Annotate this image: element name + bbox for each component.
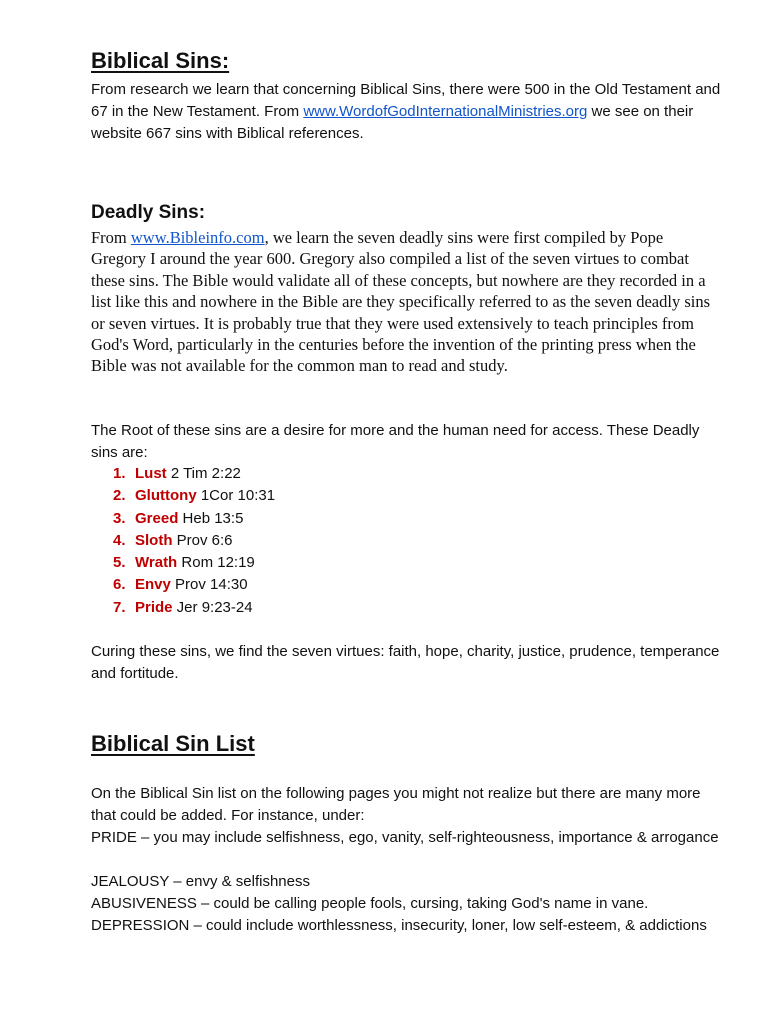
sin-name: Lust xyxy=(135,465,167,482)
list-item xyxy=(113,597,275,619)
paragraph-text: From xyxy=(91,228,131,247)
sin-name: Envy xyxy=(135,576,171,594)
scripture-ref: Prov 14:30 xyxy=(170,576,248,594)
scripture-ref: 2 Tim 2:22 xyxy=(166,465,241,482)
paragraph-text: , we learn the seven deadly sins were first compiled by Pope Gregory I around the year 600. Gregory also compiled a list of the seven virtues to combat these sins. The Bible would validate all of these concepts, but nowhere are they recorded in a list like this and nowhere in the Bible are they specifically referred to as the seven deadly sins or seven virtues. It is probably true that they were used extensively to teach principles from God's Word, particularly in the centuries before the invention of the printing press when the Bible was not available for the common man to read and study. xyxy=(91,228,711,376)
item-number: 1. xyxy=(113,465,126,482)
heading-deadly-sins: Deadly Sins: xyxy=(91,202,206,223)
item-number: 7. xyxy=(113,598,126,616)
sin-name: Greed xyxy=(135,509,179,527)
paragraph-text: From research we learn that concerning Biblical Sins, there were 500 in the Old Testament and 67 in the New Testament. From xyxy=(91,81,721,120)
wordofgod-link[interactable]: www.WordofGodInternationalMinistries.org xyxy=(303,103,588,120)
bibleinfo-link[interactable]: www.Bibleinfo.com xyxy=(130,228,265,247)
item-number: 4. xyxy=(113,531,126,549)
abusiveness-entry: ABUSIVENESS – could be calling people fools, cursing, taking God's name in vane. xyxy=(91,895,649,912)
list-item xyxy=(113,574,275,596)
item-number: 5. xyxy=(113,554,126,572)
deadly-sins-list xyxy=(113,463,275,619)
root-of-sins-paragraph: The Root of these sins are a desire for more and the human need for access. These Deadly sins are: xyxy=(91,422,700,461)
sin-list-intro: On the Biblical Sin list on the following pages you might not realize but there are many more that could be added. For instance, under: xyxy=(91,785,701,824)
sin-name: Pride xyxy=(135,598,173,616)
heading-biblical-sins: Biblical Sins: xyxy=(91,48,230,73)
pride-entry: PRIDE – you may include selfishness, ego, vanity, self-righteousness, importance & arrogance xyxy=(91,829,719,846)
scripture-ref: Rom 12:19 xyxy=(177,554,255,572)
list-item xyxy=(113,530,275,552)
jealousy-entry: JEALOUSY – envy & selfishness xyxy=(91,873,310,890)
curing-sins-paragraph: Curing these sins, we find the seven virtues: faith, hope, charity, justice, prudence, temperance and fortitude. xyxy=(91,643,720,682)
list-item xyxy=(113,508,275,530)
paragraph-text: we see on their website 667 sins with Biblical references. xyxy=(91,103,694,142)
scripture-ref: 1Cor 10:31 xyxy=(196,487,276,505)
scripture-ref: Jer 9:23-24 xyxy=(172,598,253,616)
list-item xyxy=(113,485,275,507)
item-number: 6. xyxy=(113,576,126,594)
biblical-sins-paragraph xyxy=(91,79,721,145)
item-number: 2. xyxy=(113,487,126,505)
sin-name: Sloth xyxy=(135,531,173,549)
depression-entry: DEPRESSION – could include worthlessness, insecurity, loner, low self-esteem, & addictions xyxy=(91,917,707,934)
heading-biblical-sin-list: Biblical Sin List xyxy=(91,731,255,756)
list-item xyxy=(113,463,275,485)
deadly-sins-paragraph xyxy=(91,227,721,377)
sin-name: Gluttony xyxy=(135,487,197,505)
scripture-ref: Prov 6:6 xyxy=(172,531,233,549)
scripture-ref: Heb 13:5 xyxy=(178,509,244,527)
item-number: 3. xyxy=(113,509,126,527)
list-item xyxy=(113,552,275,574)
sin-name: Wrath xyxy=(135,554,178,572)
